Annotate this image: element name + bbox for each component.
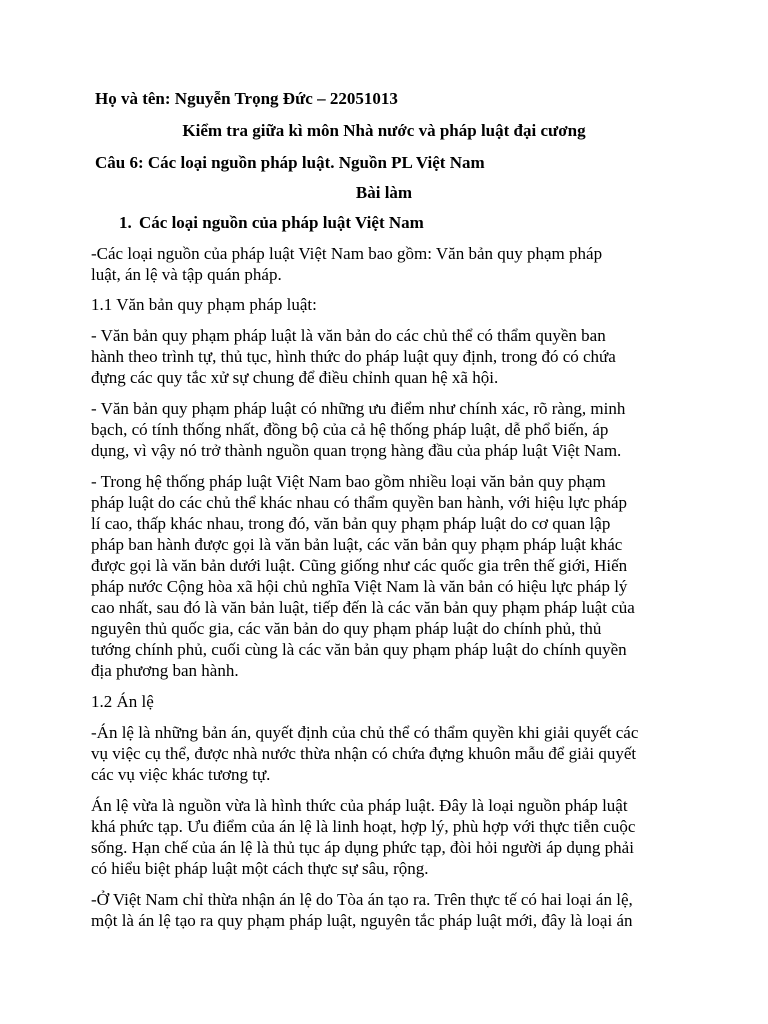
- text-line: cao nhất, sau đó là văn bản luật, tiếp đến là các văn bản quy phạm pháp luật của: [91, 598, 635, 617]
- text-line: một là án lệ tạo ra quy phạm pháp luật, nguyên tắc pháp luật mới, đây là loại án: [91, 911, 633, 930]
- student-name-line: Họ và tên: Nguyễn Trọng Đức – 22051013: [95, 89, 398, 108]
- text-line: -Án lệ là những bản án, quyết định của chủ thể có thẩm quyền khi giải quyết các: [91, 723, 639, 742]
- text-line: lí cao, thấp khác nhau, trong đó, văn bản quy phạm pháp luật do cơ quan lập: [91, 514, 611, 533]
- text-line: bạch, có tính thống nhất, đồng bộ của cả hệ thống pháp luật, dễ phổ biến, áp: [91, 420, 609, 439]
- text-line: - Trong hệ thống pháp luật Việt Nam bao gồm nhiều loại văn bản quy phạm: [91, 472, 606, 491]
- text-line: địa phương ban hành.: [91, 661, 239, 680]
- text-line: tướng chính phủ, cuối cùng là các văn bản quy phạm pháp luật do chính quyền: [91, 640, 627, 659]
- text-line: đựng các quy tắc xử sự chung để điều chỉnh quan hệ xã hội.: [91, 368, 499, 387]
- text-line: -Các loại nguồn của pháp luật Việt Nam bao gồm: Văn bản quy phạm pháp: [91, 244, 603, 263]
- exam-title: Kiểm tra giữa kì môn Nhà nước và pháp luật đại cương: [182, 121, 586, 140]
- question-title: Câu 6: Các loại nguồn pháp luật. Nguồn PL Việt Nam: [95, 153, 485, 172]
- text-line: -Ở Việt Nam chỉ thừa nhận án lệ do Tòa án tạo ra. Trên thực tế có hai loại án lệ,: [91, 890, 633, 909]
- section-1-number: 1.: [119, 213, 132, 232]
- text-line: Án lệ vừa là nguồn vừa là hình thức của pháp luật. Đây là loại nguồn pháp luật: [91, 796, 628, 815]
- text-line: nguyên thủ quốc gia, các văn bản do quy phạm pháp luật do chính phủ, thủ: [91, 619, 602, 638]
- text-line: - Văn bản quy phạm pháp luật có những ưu điểm như chính xác, rõ ràng, minh: [91, 399, 626, 418]
- text-line: - Văn bản quy phạm pháp luật là văn bản do các chủ thể có thẩm quyền ban: [91, 326, 606, 345]
- text-line: dụng, vì vậy nó trở thành nguồn quan trọng hàng đầu của pháp luật Việt Nam.: [91, 441, 622, 460]
- text-line: các vụ việc khác tương tự.: [91, 765, 271, 784]
- text-line: hành theo trình tự, thủ tục, hình thức do pháp luật quy định, trong đó có chứa: [91, 347, 616, 366]
- subheading-1-1: 1.1 Văn bản quy phạm pháp luật:: [91, 295, 317, 314]
- text-line: vụ việc cụ thể, được nhà nước thừa nhận có chứa đựng khuôn mẫu để giải quyết: [91, 744, 637, 763]
- text-line: sống. Hạn chế của án lệ là thủ tục áp dụng phức tạp, đòi hỏi người áp dụng phải: [91, 838, 634, 857]
- text-line: pháp nước Cộng hòa xã hội chủ nghĩa Việt Nam là văn bản có hiệu lực pháp lý: [91, 577, 628, 596]
- text-line: pháp ban hành được gọi là văn bản luật, các văn bản quy phạm pháp luật khác: [91, 535, 623, 554]
- text-line: pháp luật do các chủ thể khác nhau có thẩm quyền ban hành, với hiệu lực pháp: [91, 493, 628, 512]
- section-1-title: Các loại nguồn của pháp luật Việt Nam: [139, 213, 424, 232]
- text-line: có hiểu biệt pháp luật một cách thực sự sâu, rộng.: [91, 859, 429, 878]
- text-line: khá phức tạp. Ưu điểm của án lệ là linh hoạt, hợp lý, phù hợp với thực tiễn cuộc: [91, 817, 636, 836]
- bai-lam-heading: Bài làm: [355, 183, 413, 202]
- text-line: được gọi là văn bản dưới luật. Cũng giống như các quốc gia trên thế giới, Hiến: [91, 556, 628, 575]
- text-line: luật, án lệ và tập quán pháp.: [91, 265, 282, 284]
- subheading-1-2: 1.2 Án lệ: [91, 692, 154, 711]
